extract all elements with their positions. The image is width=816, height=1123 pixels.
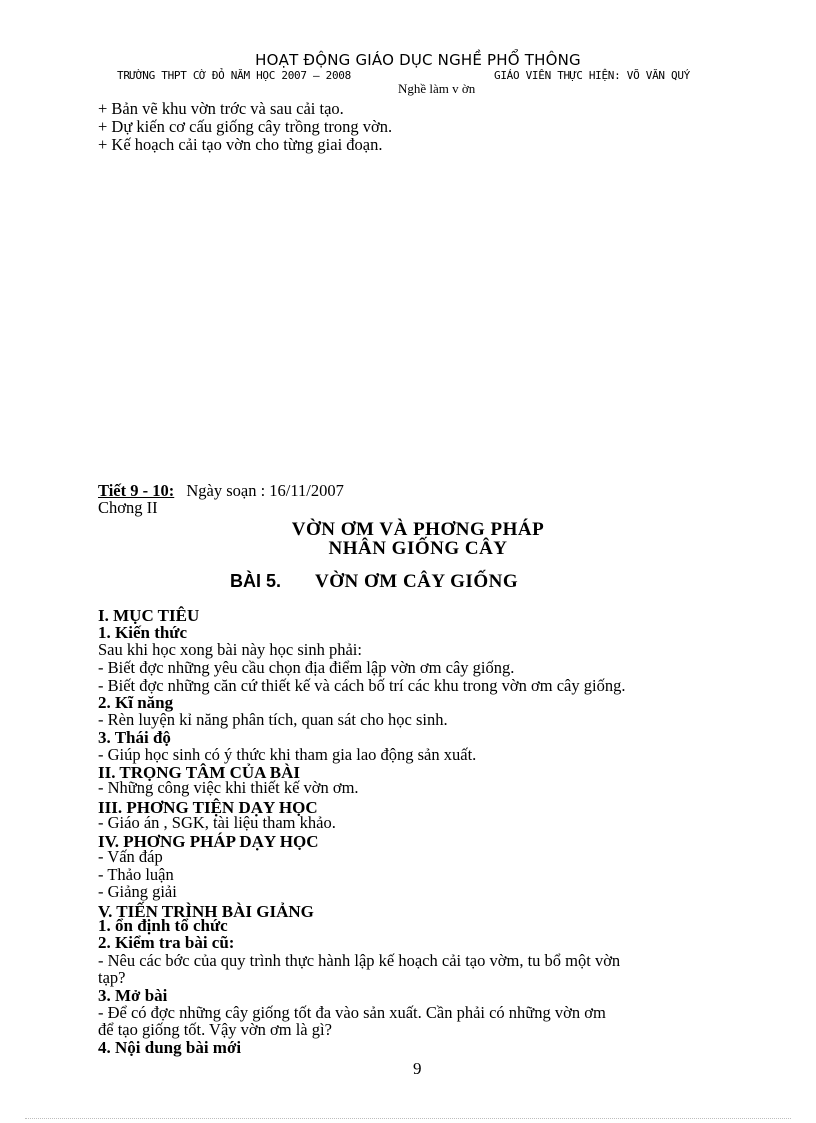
header-subject: Nghề làm v ờn xyxy=(398,81,476,96)
section-heading: III. PHƠNG TIỆN DẠY HỌC xyxy=(98,798,318,817)
content-line: - Giúp học sinh có ý thức khi tham gia lao động sản xuất. xyxy=(98,745,477,764)
content-line: - Vấn đáp xyxy=(98,847,163,866)
section-heading: V. TIẾN TRÌNH BÀI GIẢNG xyxy=(98,902,314,921)
content-line: để tạo giống tốt. Vậy vờn ơm là gì? xyxy=(98,1020,332,1039)
section-heading: 2. Kĩ năng xyxy=(98,693,174,712)
lesson-name: VỜN ƠM CÂY GIỐNG xyxy=(315,571,519,592)
content-line: - Biết đợc những yêu cầu chọn địa điểm lập vờn ơm cây giống. xyxy=(98,658,515,677)
header-teacher: GIÁO VIÊN THỰC HIỆN: VÕ VĂN QUÝ xyxy=(494,69,690,82)
content-line: - Những công việc khi thiết kế vờn ơm. xyxy=(98,778,359,797)
page-number: 9 xyxy=(413,1059,422,1078)
section-heading: 1. ổn định tổ chức xyxy=(98,916,228,935)
content-line: - Nêu các bớc của quy trình thực hành lập kế hoạch cải tạo vờm, tu bổ một vờn xyxy=(98,951,621,970)
lesson-number: BÀI 5. xyxy=(230,571,282,591)
list-item: + Bản vẽ khu vờn trớc và sau cải tạo. xyxy=(98,99,344,118)
date-prepared: Ngày soạn : 16/11/2007 xyxy=(186,481,344,500)
content-line: Sau khi học xong bài này học sinh phải: xyxy=(98,640,362,659)
section-heading: II. TRỌNG TÂM CỦA BÀI xyxy=(98,763,300,782)
lesson-title xyxy=(230,572,518,591)
content-line: - Biết đợc những căn cứ thiết kế và cách bố trí các khu trong vờn ơm cây giống. xyxy=(98,676,626,695)
chapter-title-line-1: VỜN ƠM VÀ PHƠNG PHÁP xyxy=(291,519,545,540)
section-heading: 3. Mở bài xyxy=(98,986,168,1005)
content-line: - Rèn luyện kỉ năng phân tích, quan sát cho học sinh. xyxy=(98,710,448,729)
content-line: - Giảng giải xyxy=(98,882,177,901)
section-heading: 2. Kiểm tra bài cũ: xyxy=(98,933,235,952)
section-heading: 3. Thái độ xyxy=(98,728,171,747)
chapter-title-line-2: NHÂN GIỐNG CÂY xyxy=(328,538,508,559)
section-heading: I. MỤC TIÊU xyxy=(98,606,200,625)
document-header-title: HOẠT ĐỘNG GIÁO DỤC NGHỀ PHỔ THÔNG xyxy=(255,51,581,69)
content-line: tạp? xyxy=(98,968,126,987)
header-school-year: TRƯỜNG THPT CỜ ĐỎ NĂM HỌC 2007 — 2008 xyxy=(117,69,351,82)
section-heading: 1. Kiến thức xyxy=(98,623,188,642)
content-line: - Giáo án , SGK, tài liệu tham khảo. xyxy=(98,813,336,832)
list-item: + Dự kiến cơ cấu giống cây trồng trong vờn. xyxy=(98,117,393,136)
content-line: - Để có đợc những cây giống tốt đa vào sản xuất. Cần phải có những vờn ơm xyxy=(98,1003,606,1022)
section-heading: 4. Nội dung bài mới xyxy=(98,1038,242,1057)
page-bottom-divider xyxy=(25,1118,791,1119)
period-label: Tiết 9 - 10: xyxy=(98,481,175,500)
list-item: + Kế hoạch cải tạo vờn cho từng giai đoạn. xyxy=(98,135,383,154)
chapter-label: Chơng II xyxy=(98,498,158,517)
content-line: - Thảo luận xyxy=(98,865,174,884)
section-heading: IV. PHƠNG PHÁP DẠY HỌC xyxy=(98,832,319,851)
